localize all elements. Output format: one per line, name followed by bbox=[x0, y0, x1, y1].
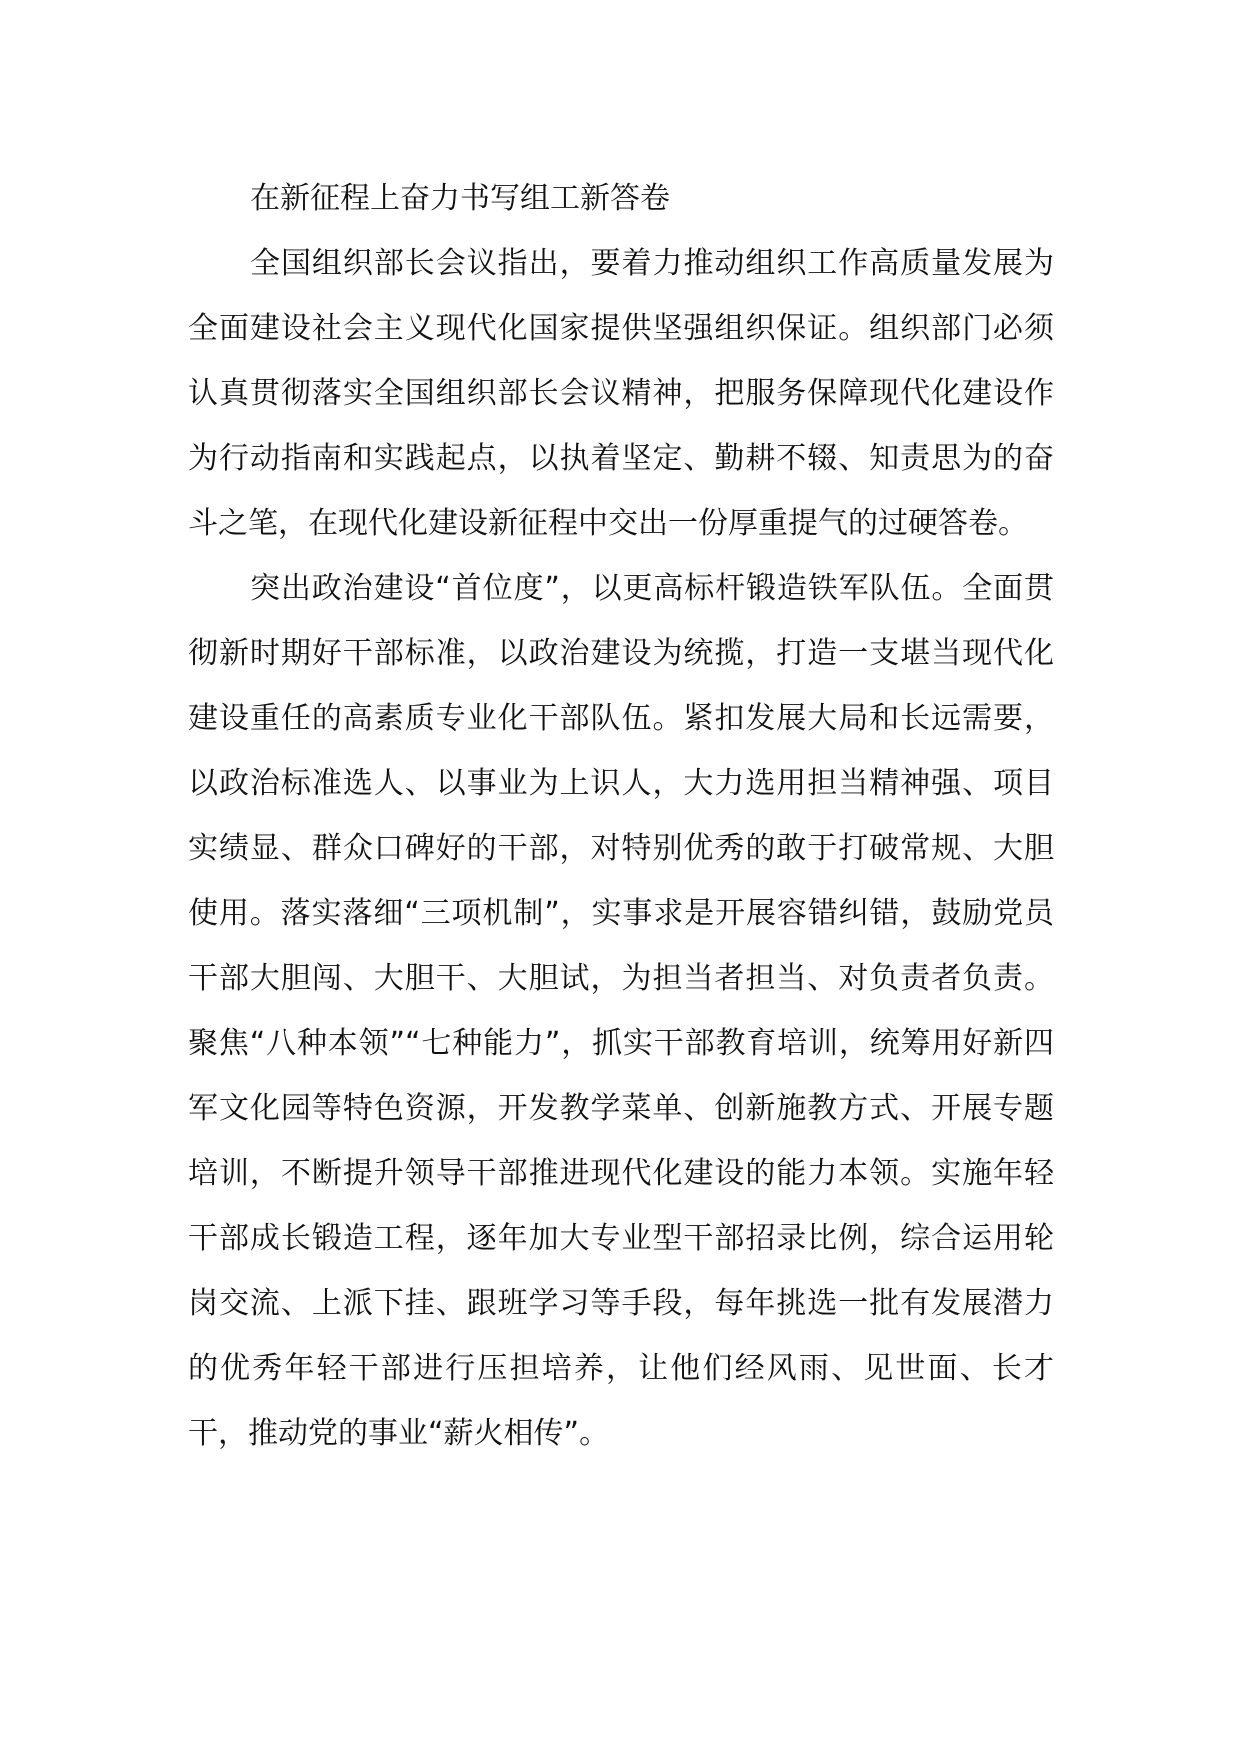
document-title: 在新征程上奋力书写组工新答卷 bbox=[250, 181, 670, 216]
paragraph-2: 突出政治建设“首位度”，以更高标杆锻造铁军队伍。全面贯彻新时期好干部标准，以政治建设为统揽，打造一支堪当现代化建设重任的高素质专业化干部队伍。紧扣发展大局和长远需要，以政治标准选人、以事业为上识人，大力选用担当精神强、项目实绩显、群众口碑好的干部，对特别优秀的敢于打破常规、大胆使用。落实落细“三项机制”，实事求是开展容错纠错，鼓励党员干部大胆闯、大胆干、大胆试，为担当者担当、对负责者负责。聚焦“八种本领”“七种能力”，抓实干部教育培训，统筹用好新四军文化园等特色资源，开发教学菜单、创新施教方式、开展专题培训，不断提升领导干部推进现代化建设的能力本领。实施年轻干部成长锻造工程，逐年加大专业型干部招录比例，综合运用轮岗交流、上派下挂、跟班学习等手段，每年挑选一批有发展潜力的优秀年轻干部进行压担培养，让他们经风雨、见世面、长才干，推动党的事业“薪火相传”。 bbox=[188, 571, 1054, 1451]
paragraph-1: 全国组织部长会议指出，要着力推动组织工作高质量发展为全面建设社会主义现代化国家提供坚强组织保证。组织部门必须认真贯彻落实全国组织部长会议精神，把服务保障现代化建设作为行动指南和实践起点，以执着坚定、勤耕不辍、知责思为的奋斗之笔，在现代化建设新征程中交出一份厚重提气的过硬答卷。 bbox=[188, 246, 1054, 541]
document-body bbox=[188, 166, 1054, 1466]
